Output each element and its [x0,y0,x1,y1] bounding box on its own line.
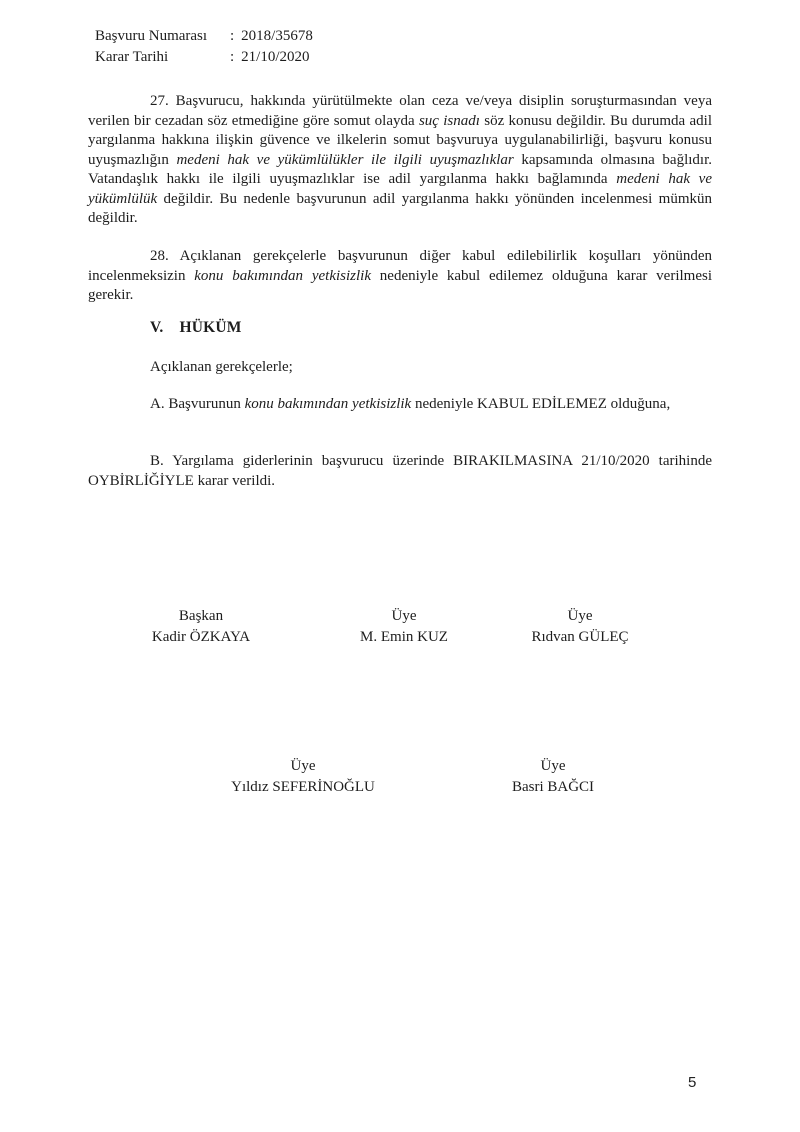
text-segment: kapsamında olmasına bağlıdır. Vatandaşlık hakkı ile ilgili uyuşmazlıklar ise adil yargılanma hakkı bağlamında [88,151,713,187]
header-application-number [95,26,313,47]
document-header [95,26,313,68]
text-segment: medeni hak ve yükümlülükler ile ilgili uyuşmazlıklar [176,151,514,168]
application-number-value: 2018/35678 [241,28,313,44]
text-segment: B. Yargılama giderlerinin başvurucu üzerinde BIRAKILMASINA 21/10/2020 tarihinde OYBİRLİĞİYLE karar verildi. [88,453,712,489]
signatory-title: Üye [540,758,566,774]
text-segment: konu bakımından yetkisizlik [244,396,412,412]
text-segment: nedeniyle KABUL EDİLEMEZ olduğuna, [411,396,671,412]
text-segment: 28. Açıklanan gerekçelerle başvurunun diğer kabul edilebilirlik koşulları yönünden incelenmeksizin [88,248,712,284]
signature-block-baskan [152,606,250,647]
signatory-name: M. Emin KUZ [360,628,448,645]
text-segment: A. Başvurunun [150,396,245,412]
paragraph-28 [88,247,712,306]
signatory-name: Kadir ÖZKAYA [151,628,251,645]
text-segment: söz konusu değildir. Bu durumda adil yargılanma hakkına ilişkin güvence ve ilkelerin somut başvuruya uygulanabilirliği, başvuru konusu uyuşmazlığın [88,112,712,168]
verdict-item-a [88,395,712,415]
verdict-intro: Açıklanan gerekçelerle; [150,359,293,375]
text-segment: 27. Başvurucu, hakkında yürütülmekte olan ceza ve/veya disiplin soruşturmasından veya verilen bir cezadan söz etmediğine göre somut olayda [88,93,712,129]
section-heading-hukum [150,319,242,337]
text-segment: medeni hak ve yükümlülük [88,171,712,207]
signatory-title: Başkan [178,608,224,624]
header-decision-date [95,47,313,68]
text-segment: suç isnadı [418,112,480,129]
section-title: HÜKÜM [179,319,242,336]
header-field-separator: : [230,49,235,65]
header-field-label: Karar Tarihi [95,49,169,65]
signature-block-uye-2 [531,606,628,647]
signatory-title: Üye [290,758,316,774]
header-field-label: Başvuru Numarası [95,28,208,44]
signature-block-uye-3 [231,756,375,797]
signatory-name: Rıdvan GÜLEÇ [531,628,629,645]
text-segment: nedeniyle kabul edilemez olduğuna karar verilmesi gerekir. [88,267,712,303]
decision-date-value: 21/10/2020 [241,49,310,65]
section-number: V. [150,319,164,336]
signature-block-uye-4 [512,756,594,797]
signatory-name: Basri BAĞCI [511,778,595,795]
header-field-separator: : [230,28,235,44]
text-segment: değildir. Bu nedenle başvurunun adil yargılanma hakkı yönünden incelenmesi mümkün değildir. [88,190,712,226]
signatory-title: Üye [567,608,593,624]
signatory-name: Yıldız SEFERİNOĞLU [231,778,375,795]
verdict-item-b [88,452,712,491]
signature-block-uye-1 [360,606,448,647]
text-segment: konu bakımından yetkisizlik [194,267,371,284]
page-number: 5 [688,1074,697,1091]
paragraph-27 [88,92,712,229]
signatory-title: Üye [391,608,417,624]
